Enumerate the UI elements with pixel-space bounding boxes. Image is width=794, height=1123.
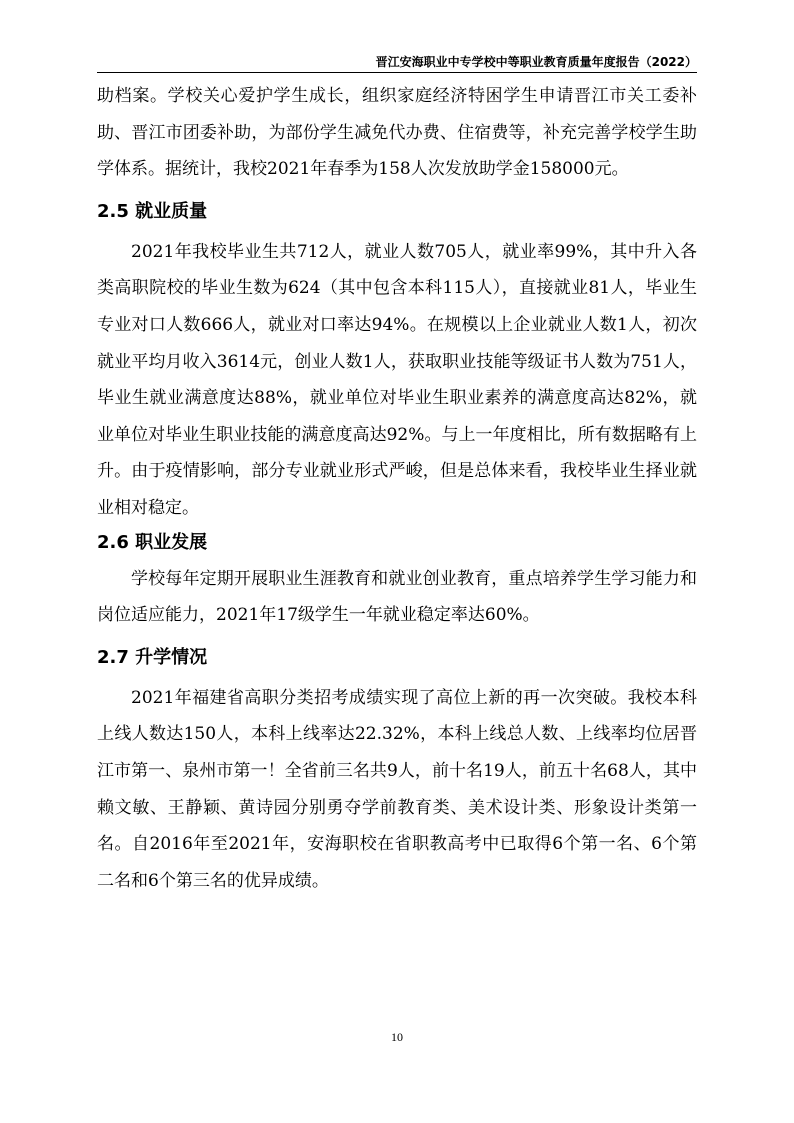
career-development-paragraph: 学校每年定期开展职业生涯教育和就业创业教育，重点培养学生学习能力和岗位适应能力，2021年17级学生一年就业稳定率达60%。 [97, 568, 697, 626]
section-heading-2-7: 2.7 升学情况 [97, 646, 208, 668]
page-number: 10 [391, 1030, 403, 1044]
section-heading-2-6: 2.6 职业发展 [97, 531, 208, 553]
intro-paragraph: 助档案。学校关心爱护学生成长，组织家庭经济特困学生申请晋江市关工委补助、晋江市团委补助，为部份学生减免代办费、住宿费等，补充完善学校学生助学体系。据统计，我校2021年春季为158人次发放助学金158000元。 [97, 86, 697, 180]
further-education-paragraph: 2021年福建省高职分类招考成绩实现了高位上新的再一次突破。我校本科上线人数达150人，本科上线率达22.32%，本科上线总人数、上线率均位居晋江市第一、泉州市第一！全省前三名共9人，前十名19人，前五十名68人，其中赖文敏、王静颖、黄诗园分别勇夺学前教育类、美术设计类、形象设计类第一名。自2016年至2021年，安海职校在省职教高考中已取得6个第一名、6个第二名和6个第三名的优异成绩。 [97, 687, 697, 891]
running-header: 晋江安海职业中专学校中等职业教育质量年度报告（2022） [375, 55, 697, 69]
page-body [97, 78, 697, 899]
employment-quality-paragraph: 2021年我校毕业生共712人，就业人数705人，就业率99%，其中升入各类高职院校的毕业生数为624（其中包含本科115人），直接就业81人，毕业生专业对口人数666人，就业对口率达94%。在规模以上企业就业人数1人，初次就业平均月收入3614元，创业人数1人，获取职业技能等级证书人数为751人，毕业生就业满意度达88%，就业单位对毕业生职业素养的满意度高达82%，就业单位对毕业生职业技能的满意度高达92%。与上一年度相比，所有数据略有上升。由于疫情影响，部分专业就业形式严峻，但是总体来看，我校毕业生择业就业相对稳定。 [97, 241, 697, 518]
header-divider [97, 72, 697, 73]
section-heading-2-5: 2.5 就业质量 [97, 200, 208, 222]
